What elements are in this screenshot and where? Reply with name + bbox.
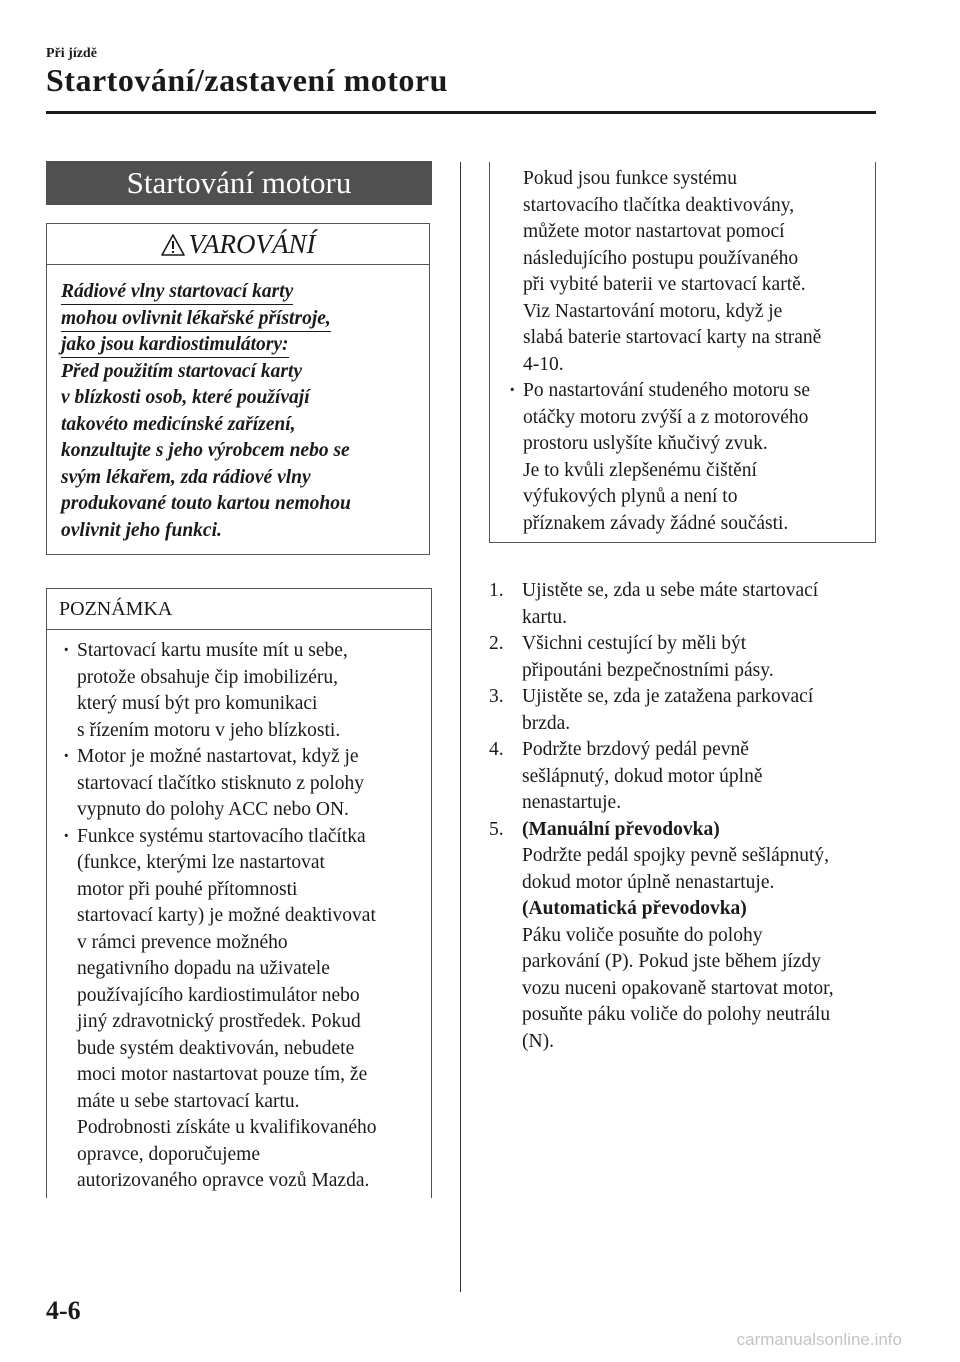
note-line: máte u sebe startovací kartu. (77, 1090, 300, 1112)
step-line: kartu. (522, 606, 567, 628)
note-line: startovací karty) je možné deaktivovat (77, 905, 376, 926)
watermark: carmanualsonline.info (736, 1330, 902, 1349)
step-line: Ujistěte se, zda je zatažena parkovací (522, 686, 814, 707)
note-line: používajícího kardiostimulátor nebo (77, 984, 360, 1006)
step-number: 5. (489, 818, 504, 840)
step-item (489, 631, 879, 684)
step-subheading: (Automatická převodovka) (522, 898, 747, 919)
note-line: Motor je možné nastartovat, když je (77, 746, 359, 767)
note-line: negativního dopadu na uživatele (77, 958, 330, 979)
note-line: otáčky motoru zvýší a z motorového (523, 406, 809, 428)
note-continued-box (489, 162, 876, 543)
step-item (489, 578, 879, 631)
note-line: autorizovaného opravce vozů Mazda. (77, 1170, 370, 1191)
step-line: sešlápnutý, dokud motor úplně (522, 765, 763, 787)
step-line: dokud motor úplně nenastartuje. (522, 871, 775, 893)
warning-underlined-line: jako jsou kardiostimulátory: (61, 332, 289, 358)
warning-line: Před použitím startovací karty (61, 360, 303, 382)
note-line: jiný zdravotnický prostředek. Pokud (77, 1011, 361, 1032)
note-item (77, 638, 423, 744)
warning-line: takovéto medicínské zařízení, (61, 413, 296, 435)
note-line: moci motor nastartovat pouze tím, že (77, 1064, 368, 1085)
step-number: 2. (489, 633, 504, 654)
note-line: Funkce systému startovacího tlačítka (77, 825, 366, 847)
step-item (489, 684, 879, 737)
note-line: Viz Nastartování motoru, když je (523, 300, 783, 322)
warning-line: svým lékařem, zda rádiové vlny (61, 466, 311, 488)
note-line: opravce, doporučujeme (77, 1143, 261, 1165)
header-rule (46, 111, 876, 114)
note-item (77, 744, 423, 824)
section-heading: Startování motoru (46, 161, 432, 205)
note-box (46, 588, 432, 1198)
page-number: 4-6 (46, 1296, 81, 1325)
warning-line: produkované touto kartou nemohou (61, 493, 351, 514)
step-line: nenastartuje. (522, 792, 622, 813)
note-line: slabá baterie startovací karty na straně (523, 327, 822, 348)
note-line: 4-10. (523, 353, 564, 375)
step-item (489, 737, 879, 817)
note-line: následujícího postupu používaného (523, 247, 799, 269)
warning-body (47, 265, 429, 544)
note-line: protože obsahuje čip imobilizéru, (77, 666, 339, 688)
step-line: Podržte pedál spojky pevně sešlápnutý, (522, 845, 830, 866)
warning-header (47, 224, 429, 265)
note-line: bude systém deaktivován, nebudete (77, 1037, 355, 1059)
column-divider (460, 162, 461, 1292)
step-subheading: (Manuální převodovka) (522, 818, 720, 840)
step-line: Všichni cestující by měli být (522, 633, 747, 654)
note-line: startovacího tlačítka deaktivovány, (523, 194, 795, 216)
step-line: Podržte brzdový pedál pevně (522, 739, 749, 760)
note-line: výfukových plynů a není to (523, 486, 738, 507)
note-line: Startovací kartu musíte mít u sebe, (77, 640, 348, 661)
note-line: s řízením motoru v jeho blízkosti. (77, 719, 341, 741)
step-number: 1. (489, 580, 504, 601)
note-item (77, 824, 423, 1195)
step-line: Páku voliče posuňte do polohy (522, 924, 763, 946)
warning-underlined-line: Rádiové vlny startovací karty (61, 279, 293, 305)
note-line: Je to kvůli zlepšenému čištění (523, 459, 757, 481)
note-continued-list (523, 378, 869, 537)
step-number: 3. (489, 686, 504, 707)
note-line: Pokud jsou funkce systému (523, 168, 737, 189)
warning-triangle-icon (161, 229, 189, 259)
note-continued-paragraph (523, 166, 869, 378)
note-line: startovací tlačítko stisknuto z polohy (77, 772, 365, 794)
note-list (47, 630, 431, 1195)
note-line: můžete motor nastartovat pomocí (523, 221, 785, 242)
step-line: Ujistěte se, zda u sebe máte startovací (522, 580, 819, 601)
step-number: 4. (489, 739, 504, 760)
warning-line: ovlivnit jeho funkci. (61, 519, 222, 541)
warning-line: konzultujte s jeho výrobcem nebo se (61, 440, 350, 461)
note-line: při vybité baterii ve startovací kartě. (523, 274, 806, 295)
warning-title: VAROVÁNÍ (188, 229, 316, 259)
warning-underlined-line: mohou ovlivnit lékařské přístroje, (61, 306, 331, 332)
step-item (489, 817, 879, 1056)
step-line: (N). (522, 1030, 554, 1052)
warning-line: v blízkosti osob, které používají (61, 387, 310, 408)
note-line: prostoru uslyšíte kňučivý zvuk. (523, 433, 768, 454)
step-line: vozu nuceni opakovaně startovat motor, (522, 977, 834, 999)
step-line: brzda. (522, 712, 571, 734)
note-line: (funkce, kterými lze nastartovat (77, 852, 325, 873)
chapter-title: Startování/zastavení motoru (46, 62, 448, 98)
note-item (523, 378, 869, 537)
note-line: Po nastartování studeného motoru se (523, 380, 811, 401)
step-line: parkování (P). Pokud jste během jízdy (522, 951, 821, 972)
note-line: v rámci prevence možného (77, 931, 288, 953)
note-line: motor při pouhé přítomnosti (77, 878, 298, 900)
note-header: POZNÁMKA (47, 589, 431, 630)
warning-box (46, 223, 430, 555)
step-line: připoutáni bezpečnostními pásy. (522, 659, 774, 681)
note-line: příznakem závady žádné součásti. (523, 512, 789, 534)
note-line: vypnuto do polohy ACC nebo ON. (77, 799, 349, 820)
section-label: Při jízdě (46, 46, 97, 61)
note-line: Podrobnosti získáte u kvalifikovaného (77, 1117, 377, 1138)
steps-list (489, 578, 879, 1055)
step-line: posuňte páku voliče do polohy neutrálu (522, 1004, 831, 1025)
note-line: který musí být pro komunikaci (77, 693, 318, 714)
